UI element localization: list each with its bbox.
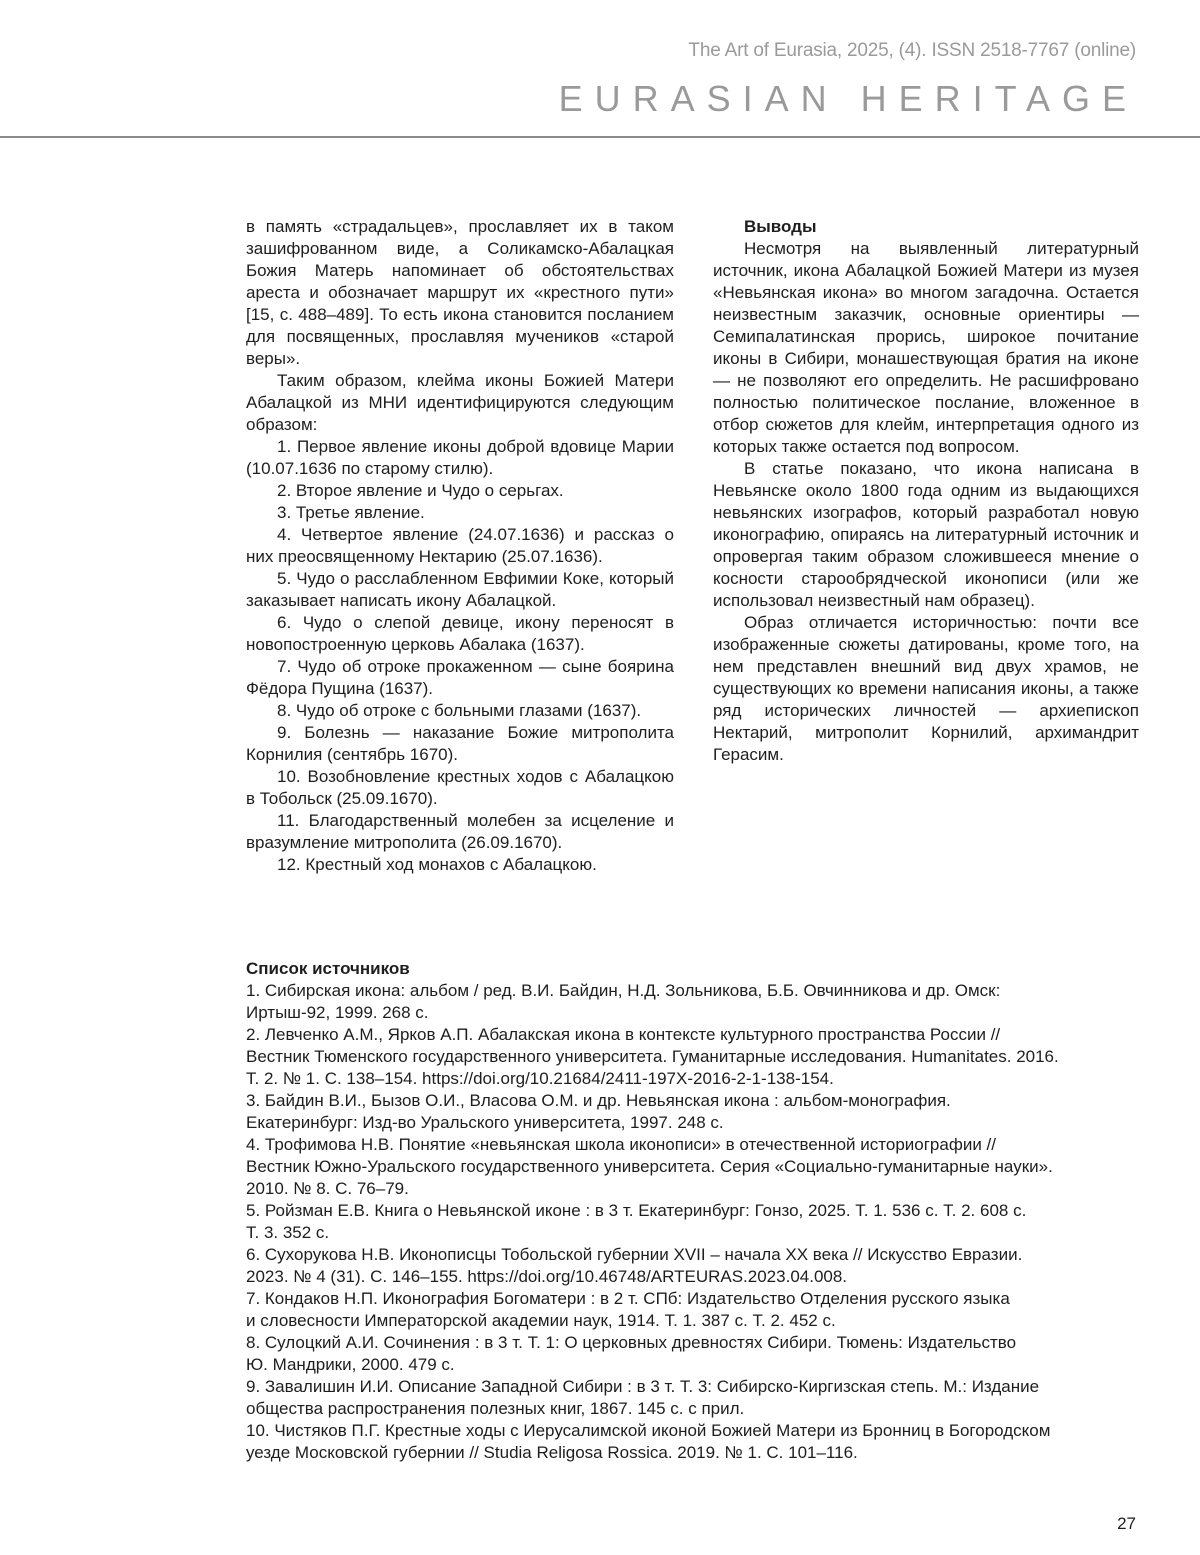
list-item: 11. Благодарственный молебен за исцеление и вразумление митрополита (26.09.1670).: [246, 811, 674, 852]
list-item: 7. Чудо об отроке прокаженном — сыне боярина Фёдора Пущина (1637).: [246, 657, 674, 698]
list-item: 12. Крестный ход монахов с Абалацкою.: [277, 855, 597, 874]
reference-item: 8. Сулоцкий А.И. Сочинения : в 3 т. Т. 1: О церковных древностях Сибири. Тюмень: Издательство Ю. Мандрики, 2000. 479 с.: [246, 1333, 1017, 1374]
left-column: [246, 216, 674, 876]
reference-item: 4. Трофимова Н.В. Понятие «невьянская школа иконописи» в отечественной историографии // Вестник Южно-Уральского государственного университета. Серия «Социально-гуманитарные науки». 2010. № 8. С. 76–79.: [246, 1135, 1053, 1198]
list-item: 4. Четвертое явление (24.07.1636) и рассказ о них преосвященному Нектарию (25.07.1636).: [246, 525, 674, 566]
list-item: 6. Чудо о слепой девице, икону переносят в новопостроенную церковь Абалака (1637).: [246, 613, 674, 654]
conclusion-paragraph: Образ отличается историчностью: почти все изображенные сюжеты датированы, кроме того, на нем представлен внешний вид двух храмов, не существующих ко времени написания иконы, а также ряд исторических личностей — архиепископ Нектарий, митрополит Корнилий, архимандрит Герасим.: [713, 613, 1139, 764]
reference-item: 5. Ройзман Е.В. Книга о Невьянской иконе : в 3 т. Екатеринбург: Гонзо, 2025. Т. 1. 536 с. Т. 2. 608 с. Т. 3. 352 с.: [246, 1201, 1027, 1242]
reference-item: 10. Чистяков П.Г. Крестные ходы с Иерусалимской иконой Божией Матери из Бронниц в Богородском уезде Московской губернии // Studia Religosa Rossica. 2019. № 1. С. 101–116.: [246, 1421, 1051, 1462]
page-number: 27: [1117, 1514, 1136, 1533]
section-title: EURASIAN HERITAGE: [558, 78, 1138, 119]
list-item: 8. Чудо об отроке с больными глазами (1637).: [277, 701, 642, 720]
conclusion-paragraph: В статье показано, что икона написана в Невьянске около 1800 года одним из выдающихся невьянских изографов, который разработал новую иконографию, опираясь на литературный источник и опровергая таким образом сложившееся мнение о косности старообрядческой иконописи (или же использовал неизвестный нам образец).: [713, 459, 1139, 610]
journal-citation: The Art of Eurasia, 2025, (4). ISSN 2518-7767 (online): [688, 40, 1136, 61]
reference-item: 3. Байдин В.И., Бызов О.И., Власова О.М. и др. Невьянская икона : альбом-монография. Екатеринбург: Изд-во Уральского университета, 1997. 248 с.: [246, 1091, 951, 1132]
conclusion-paragraph: Несмотря на выявленный литературный источник, икона Абалацкой Божией Матери из музея «Невьянская икона» во многом загадочна. Остается неизвестным заказчик, основные ориентиры — Семипалатинская прорись, широкое почитание иконы в Сибири, монашествующая братия на иконе — не позволяют его определить. Не расшифровано полностью политическое послание, вложенное в отбор сюжетов для клейм, интерпретация одного из которых также остается под вопросом.: [713, 239, 1139, 456]
reference-item: 2. Левченко А.М., Ярков А.П. Абалакская икона в контексте культурного пространства России // Вестник Тюменского государственного университета. Гуманитарные исследования. Humanitates. 2016. Т. 2. № 1. С. 138–154. https://doi.org/10.21684/2411-197X-2016-2-1-138-154.: [246, 1025, 1059, 1088]
right-column: [713, 216, 1139, 766]
list-item: 1. Первое явление иконы доброй вдовице Марии (10.07.1636 по старому стилю).: [246, 437, 674, 478]
list-item: 3. Третье явление.: [277, 503, 425, 522]
intro-paragraph: в память «страдальцев», прославляет их в таком зашифрованном виде, а Соликамско-Абалацкая Божия Матерь напоминает об обстоятельствах ареста и обозначает маршрут их «крестного пути» [15, с. 488–489]. То есть икона становится посланием для посвященных, прославляя мучеников «старой веры».: [246, 217, 674, 368]
conclusions-heading: Выводы: [744, 217, 817, 236]
list-item: 10. Возобновление крестных ходов с Абалацкою в Тобольск (25.09.1670).: [246, 767, 674, 808]
references-title: Список источников: [246, 959, 410, 978]
header-divider: [0, 136, 1200, 138]
reference-item: 9. Завалишин И.И. Описание Западной Сибири : в 3 т. Т. 3: Сибирско-Киргизская степь. М.: Издание общества распространения полезных книг, 1867. 145 с. с прил.: [246, 1377, 1040, 1418]
summary-paragraph: Таким образом, клейма иконы Божией Матери Абалацкой из МНИ идентифицируются следующим образом:: [246, 371, 674, 434]
references-section: [246, 958, 1146, 1464]
reference-item: 6. Сухорукова Н.В. Иконописцы Тобольской губернии XVII – начала XX века // Искусство Евразии. 2023. № 4 (31). С. 146–155. https://doi.org/10.46748/ARTEURAS.2023.04.008.: [246, 1245, 1023, 1286]
reference-item: 7. Кондаков Н.П. Иконография Богоматери : в 2 т. СПб: Издательство Отделения русского языка и словесности Императорской академии наук, 1914. Т. 1. 387 с. Т. 2. 452 с.: [246, 1289, 1010, 1330]
reference-item: 1. Сибирская икона: альбом / ред. В.И. Байдин, Н.Д. Зольникова, Б.Б. Овчинникова и др. Омск: Иртыш-92, 1999. 268 с.: [246, 981, 1001, 1022]
list-item: 2. Второе явление и Чудо о серьгах.: [277, 481, 564, 500]
list-item: 9. Болезнь — наказание Божие митрополита Корнилия (сентябрь 1670).: [246, 723, 674, 764]
list-item: 5. Чудо о расслабленном Евфимии Коке, который заказывает написать икону Абалацкой.: [246, 569, 674, 610]
